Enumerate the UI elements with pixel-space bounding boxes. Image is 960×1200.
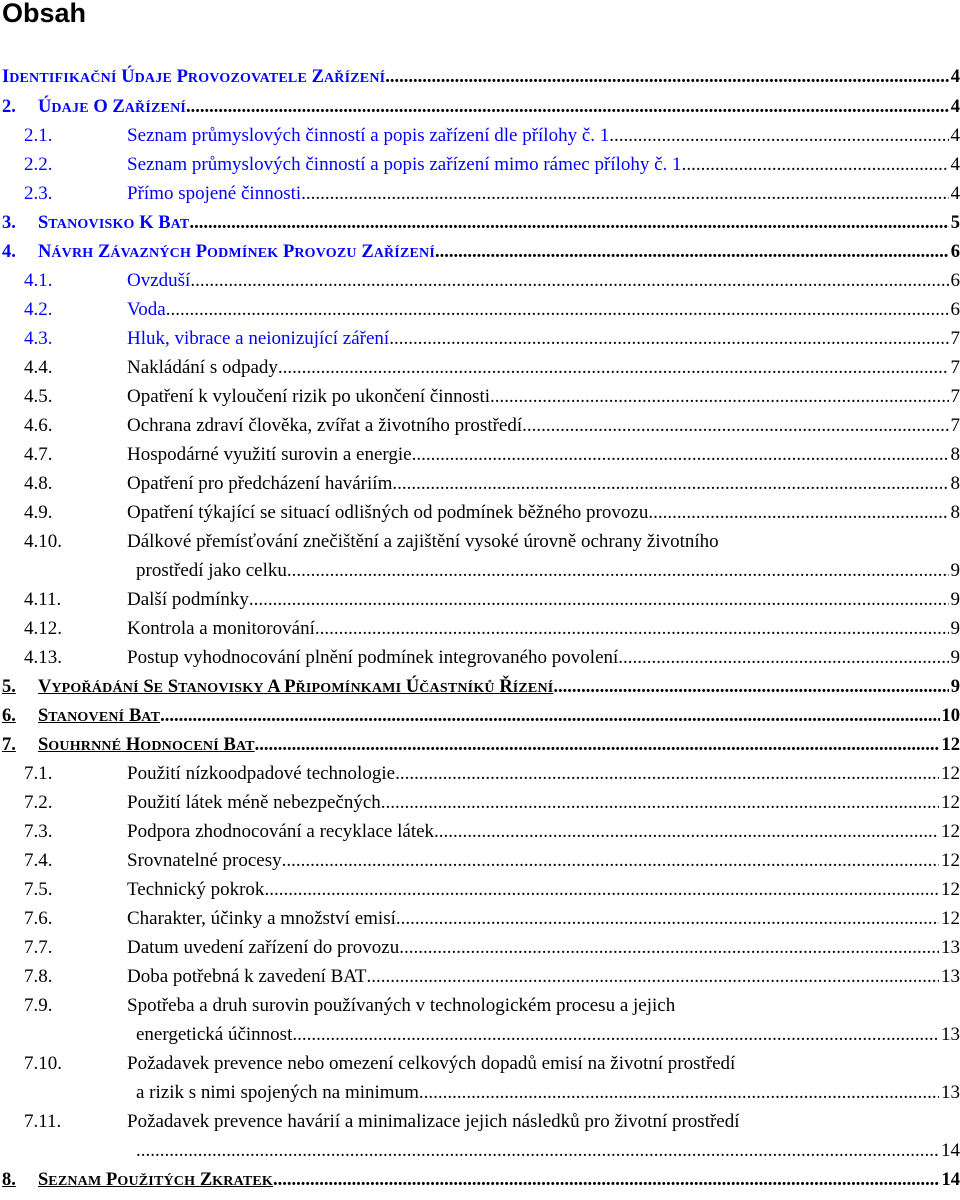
toc-entry-label: Použití nízkoodpadové technologie [127,763,396,784]
toc-entry-number: 7.3. [24,821,53,842]
toc-page-number: 9 [950,677,960,697]
toc-page-number: 12 [941,735,960,755]
toc-entry-number: 3. [2,213,16,233]
toc-entry-label: prostředí jako celku [136,560,287,581]
toc-page-number: 9 [950,647,960,668]
toc-entry-number: 4.6. [24,415,53,436]
toc-entry-number: 7.11. [24,1111,62,1132]
toc-leader-dots [278,356,949,380]
toc-page-number: 9 [950,589,960,610]
toc-leader-dots [435,240,949,264]
toc-entry-number: 2.3. [24,183,53,204]
toc-entry-number: 4.13. [24,647,62,668]
toc-leader-dots [160,704,939,728]
toc-entry-number: 2.1. [24,125,53,146]
toc-entry-label: Nakládání s odpady [127,357,278,378]
toc-entry-label: Požadavek prevence nebo omezení celkových dopadů emisí na životní prostředí [127,1053,736,1074]
toc-entry-label: VYPOŘÁDÁNÍ SE STANOVISKY A PŘIPOMÍNKAMI ÚČASTNÍKŮ ŘÍZENÍ [38,677,554,697]
toc-entry-number: 4.4. [24,357,53,378]
toc-leader-dots [618,646,948,670]
toc-entry-label: a rizik s nimi spojených na minimum [136,1082,419,1103]
toc-page-number: 9 [950,560,960,581]
toc-entry-label: Opatření pro předcházení haváriím [127,473,393,494]
toc-entry-number: 2. [2,97,16,117]
toc-page-number: 13 [941,1082,960,1103]
toc-leader-dots [682,153,949,177]
toc-page-number: 9 [950,618,960,639]
toc-page-number: 4 [950,183,960,204]
toc-leader-dots [396,907,939,931]
toc-leader-dots [522,414,948,438]
toc-entry-label: Voda [127,299,166,320]
toc-leader-dots [367,965,939,989]
toc-page-number: 14 [941,1140,960,1161]
toc-entry-label: Postup vyhodnocování plnění podmínek integrovaného povolení [127,647,619,668]
toc-page-number: 8 [950,502,960,523]
toc-page-number: 13 [941,1024,960,1045]
toc-entry-label: Dálkové přemísťování znečištění a zajištění vysoké úrovně ochrany životního [127,531,719,552]
toc-page-number: 4 [950,97,960,117]
toc-leader-dots [434,820,939,844]
toc-entry-label: energetická účinnost [136,1024,293,1045]
toc-entry-label: Hluk, vibrace a neionizující záření [127,328,390,349]
toc-entry-number: 4.3. [24,328,53,349]
toc-entry-number: 8. [2,1170,16,1190]
toc-leader-dots [399,936,939,960]
toc-entry-label: SOUHRNNÉ HODNOCENÍ BAT [38,735,255,755]
toc-page-number: 12 [941,821,960,842]
toc-leader-dots [419,1081,939,1105]
toc-page-number: 7 [950,357,960,378]
toc-leader-dots [186,95,949,119]
toc-entry-label: SEZNAM POUŽITÝCH ZKRATEK [38,1170,274,1190]
toc-leader-dots [249,588,949,612]
toc-page-number: 4 [950,154,960,175]
toc-leader-dots [273,1168,939,1192]
toc-entry-label: Ovzduší [127,270,191,291]
toc-entry-label: NÁVRH ZÁVAZNÝCH PODMÍNEK PROVOZU ZAŘÍZENÍ [38,242,435,262]
toc-leader-dots [264,878,939,902]
toc-page-number: 13 [941,966,960,987]
toc-entry-number: 4.11. [24,589,62,610]
toc-entry-label: Charakter, účinky a množství emisí [127,908,396,929]
toc-entry-number: 7.2. [24,792,53,813]
toc-leader-dots [292,1023,939,1047]
toc-entry-number: 6. [2,706,16,726]
toc-page-number: 5 [950,213,960,233]
toc-entry-number: 7.7. [24,937,53,958]
toc-entry-label: Kontrola a monitorování [127,618,315,639]
toc-entry-number: 4.12. [24,618,62,639]
toc-entry-label: Použití látek méně nebezpečných [127,792,381,813]
toc-page-number: 12 [941,879,960,900]
toc-entry-label: Datum uvedení zařízení do provozu [127,937,400,958]
toc-entry-number: 4. [2,242,16,262]
toc-entry-number: 7.5. [24,879,53,900]
toc-entry-label: STANOVENÍ BAT [38,706,161,726]
toc-page-number: 12 [941,792,960,813]
toc-leader-dots [136,1139,939,1163]
toc-leader-dots [490,385,948,409]
toc-page-number: 12 [941,763,960,784]
toc-entry-number: 2.2. [24,154,53,175]
toc-entry-number: 4.9. [24,502,53,523]
toc-entry-number: 7.9. [24,995,53,1016]
toc-leader-dots [166,298,949,322]
toc-entry-number: 7.8. [24,966,53,987]
toc-leader-dots [287,559,949,583]
toc-entry-label: Další podmínky [127,589,249,610]
toc-leader-dots [381,791,939,815]
toc-entry-number: 4.1. [24,270,53,291]
toc-entry-number: 4.10. [24,531,62,552]
toc-entry-number: 4.8. [24,473,53,494]
toc-leader-dots [255,733,940,757]
toc-leader-dots [412,443,949,467]
toc-page-number: 12 [941,850,960,871]
toc-leader-dots [392,472,948,496]
toc-entry-label: Doba potřebná k zavedení BAT [127,966,367,987]
toc-entry-label: IDENTIFIKAČNÍ ÚDAJE PROVOZOVATELE ZAŘÍZENÍ [2,67,386,87]
toc-entry-number: 7.1. [24,763,53,784]
toc-entry-label: Hospodárné využití surovin a energie [127,444,412,465]
toc-leader-dots [385,65,948,89]
toc-entry-label: ÚDAJE O ZAŘÍZENÍ [38,97,187,117]
toc-entry-number: 5. [2,677,16,697]
toc-entry-label: Přímo spojené činnosti [127,183,302,204]
toc-entry-number: 7. [2,735,16,755]
toc-entry-number: 4.5. [24,386,53,407]
toc-page-number: 8 [950,444,960,465]
toc-page-number: 4 [950,125,960,146]
toc-entry-number: 4.2. [24,299,53,320]
toc-entry-label: STANOVISKO K BAT [38,213,190,233]
toc-leader-dots [395,762,939,786]
toc-page-number: 4 [950,67,960,87]
toc-page-number: 6 [950,299,960,320]
toc-entry-label: Podpora zhodnocování a recyklace látek [127,821,435,842]
toc-leader-dots [553,675,948,699]
toc-entry-number: 7.4. [24,850,53,871]
toc-leader-dots [648,501,948,525]
toc-entry-label: Opatření týkající se situací odlišných od podmínek běžného provozu [127,502,649,523]
toc-page-number: 13 [941,937,960,958]
toc-entry-number: 7.6. [24,908,53,929]
toc-entry-label: Seznam průmyslových činností a popis zařízení mimo rámec přílohy č. 1 [127,154,682,175]
toc-page-number: 12 [941,908,960,929]
toc-entry-label: Technický pokrok [127,879,265,900]
toc-entry-label: Požadavek prevence havárií a minimalizace jejich následků pro životní prostředí [127,1111,740,1132]
toc-entry-label: Srovnatelné procesy [127,850,282,871]
toc-entry-label: Seznam průmyslových činností a popis zařízení dle přílohy č. 1 [127,125,610,146]
toc-entry-number: 4.7. [24,444,53,465]
toc-page-number: 7 [950,386,960,407]
toc-entry-label: Ochrana zdraví člověka, zvířat a životního prostředí [127,415,523,436]
toc-page-number: 14 [941,1170,960,1190]
toc-page-number: 7 [950,328,960,349]
toc-leader-dots [609,124,948,148]
toc-page-number: 10 [941,706,960,726]
toc-page-number: 8 [950,473,960,494]
toc-entry-label: Opatření k vyloučení rizik po ukončení činnosti [127,386,491,407]
toc-page-number: 6 [950,270,960,291]
toc-page-number: 7 [950,415,960,436]
toc-page-number: 6 [950,242,960,262]
toc-leader-dots [190,269,948,293]
toc-leader-dots [301,182,948,206]
toc-leader-dots [282,849,939,873]
toc-leader-dots [315,617,949,641]
toc-leader-dots [389,327,948,351]
page-title: Obsah [2,0,87,28]
toc-leader-dots [189,211,948,235]
toc-entry-number: 7.10. [24,1053,62,1074]
toc-entry-label: Spotřeba a druh surovin používaných v technologickém procesu a jejich [127,995,676,1016]
